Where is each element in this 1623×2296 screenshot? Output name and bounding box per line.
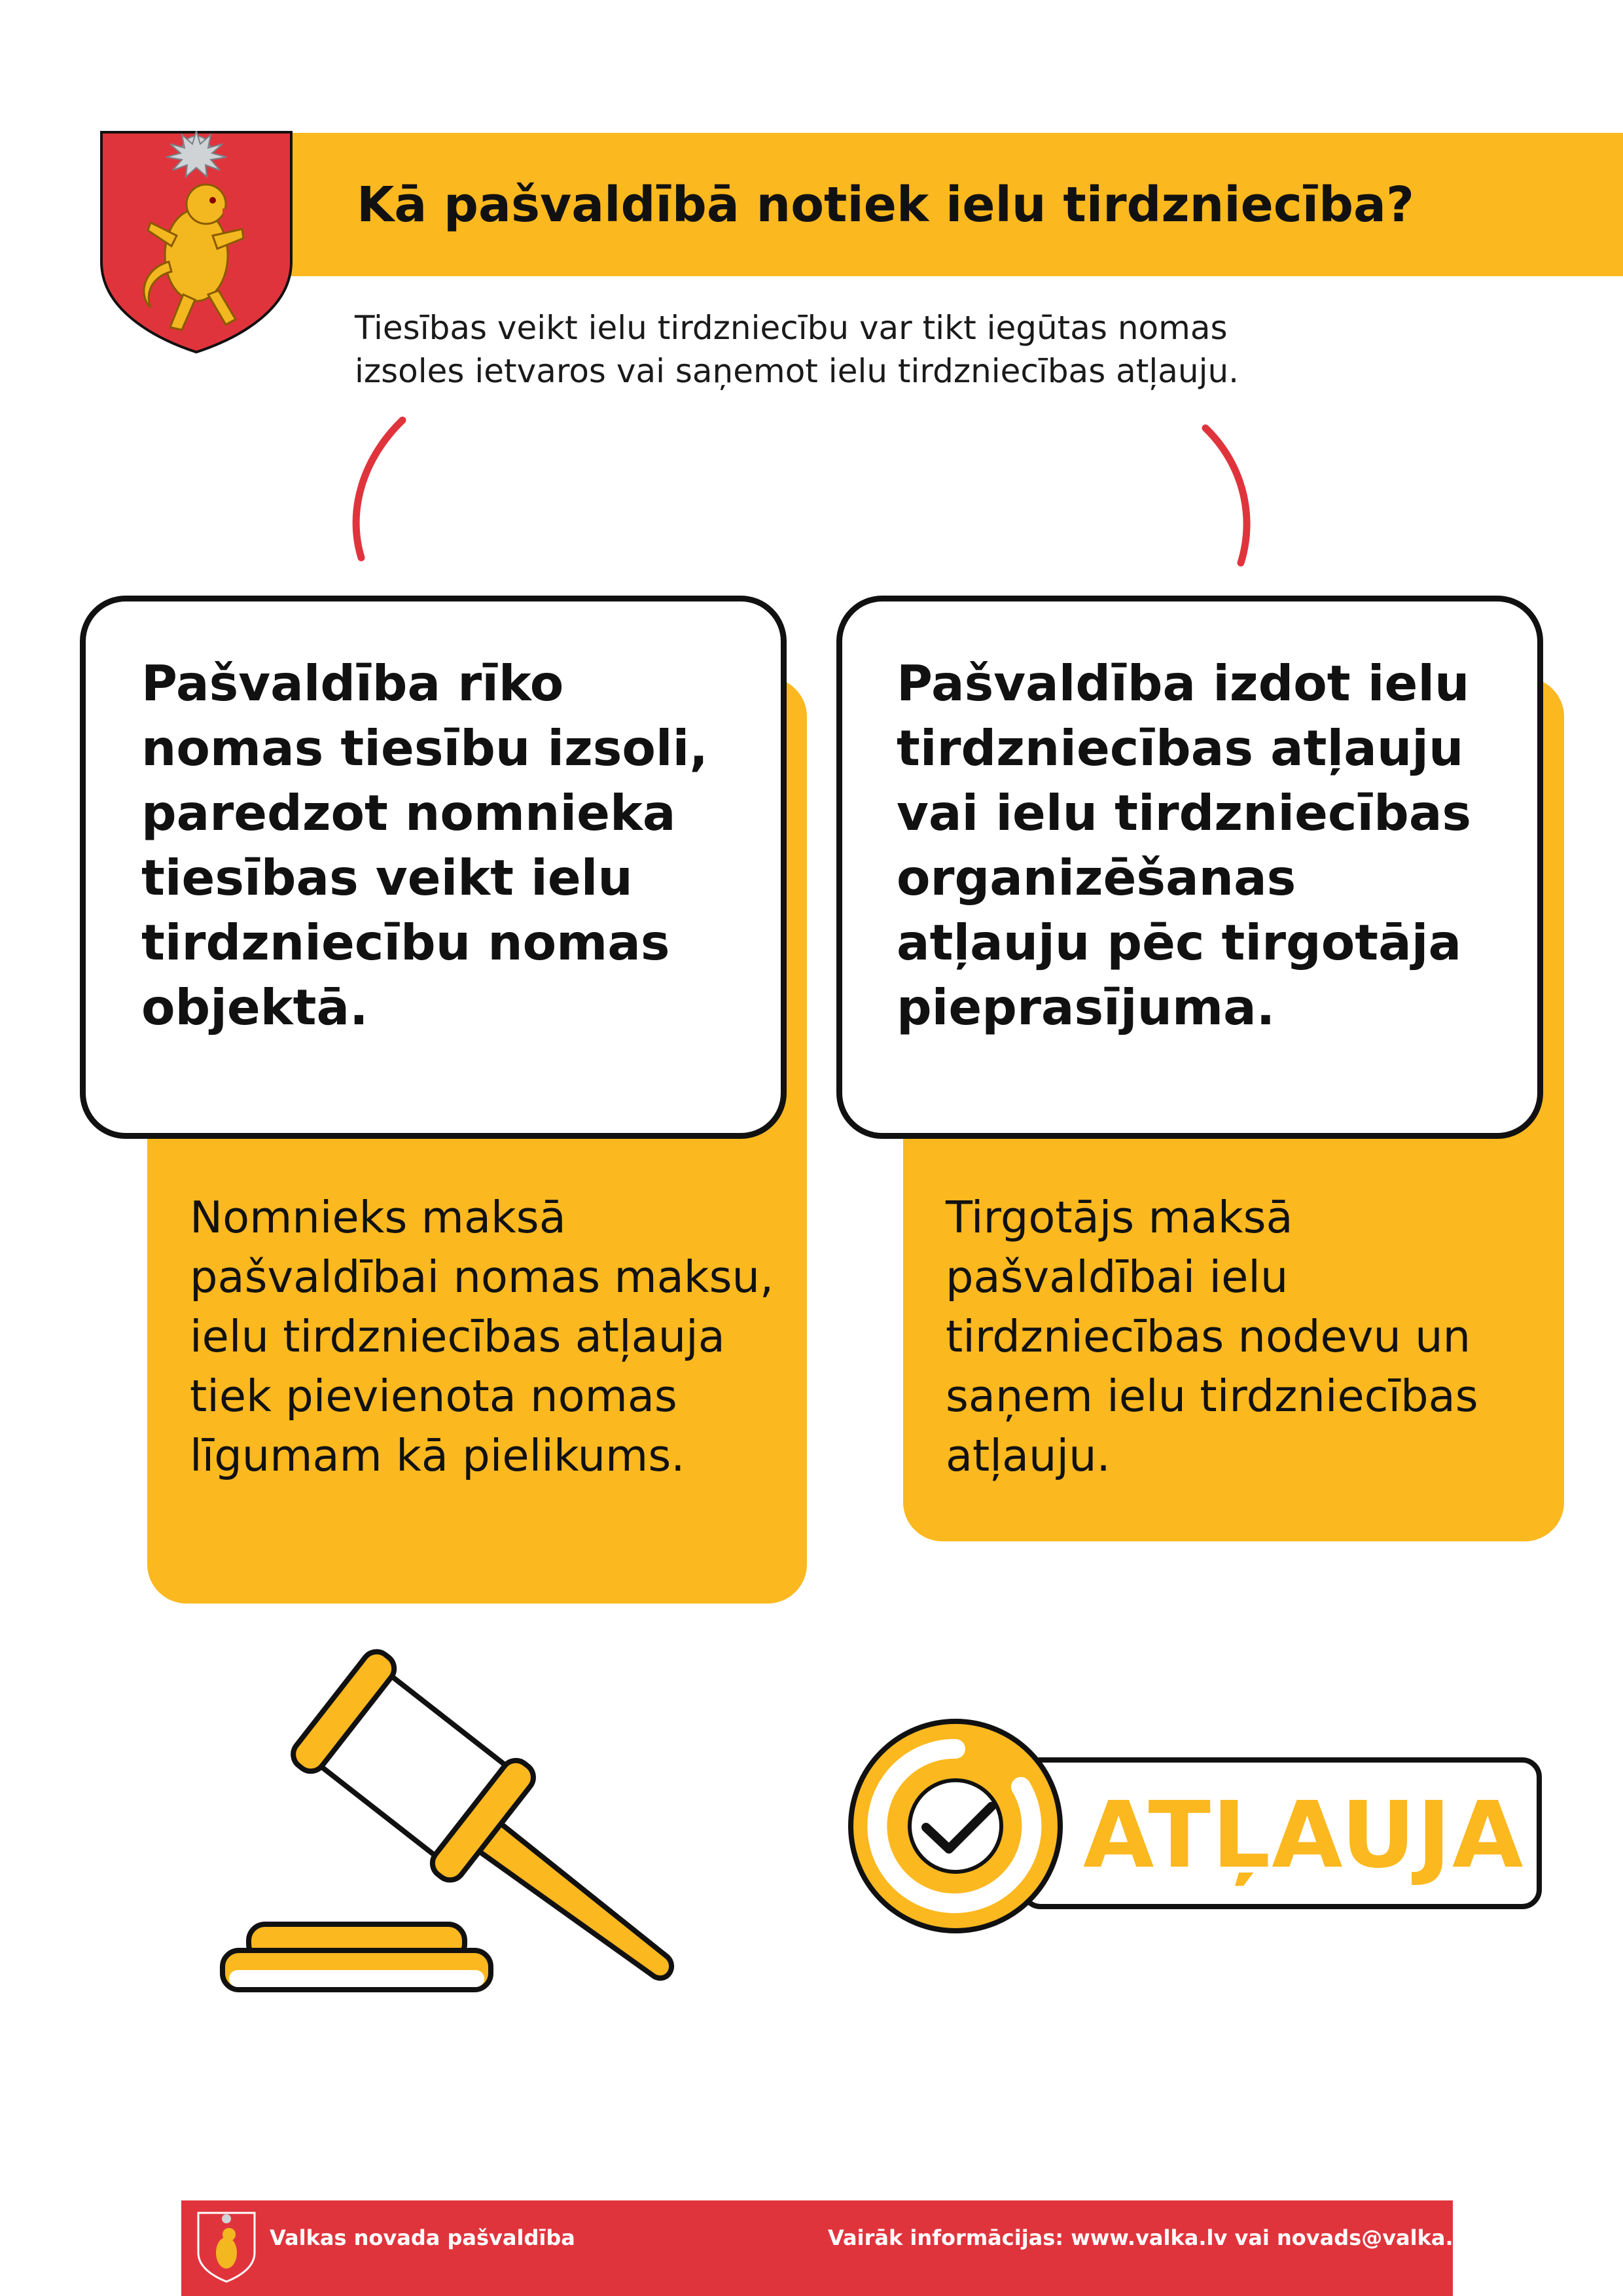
- connector-arcs: [327, 406, 1283, 576]
- footer-organization: Valkas novada pašvaldība: [270, 2225, 575, 2250]
- left-card-note: Nomnieks maksā pašvaldībai nomas maksu, ielu tirdzniecības atļauja tiek pievienota nomas līgumam kā pielikums.: [190, 1192, 774, 1481]
- footer-contact-info: Vairāk informācijas: www.valka.lv vai novads@valka.lv: [828, 2225, 1474, 2250]
- right-card-note: Tirgotājs maksā pašvaldībai ielu tirdzniecības nodevu un saņem ielu tirdzniecības atļauju.: [946, 1192, 1478, 1481]
- intro-line-1: Tiesības veikt ielu tirdzniecību var tikt iegūtas nomas: [355, 309, 1228, 347]
- permit-label: ATĻAUJA: [1083, 1782, 1525, 1889]
- footer-coat-of-arms-icon: [196, 2211, 257, 2283]
- page-title: Kā pašvaldībā notiek ielu tirdzniecība?: [357, 177, 1414, 233]
- intro-line-2: izsoles ietvaros vai saņemot ielu tirdzniecības atļauju.: [355, 352, 1240, 390]
- right-card-heading: Pašvaldība izdot ielu tirdzniecības atļauju vai ielu tirdzniecības organizēšanas atļauju pēc tirgotāja pieprasījuma.: [897, 655, 1472, 1036]
- left-card-heading: Pašvaldība rīko nomas tiesību izsoli, paredzot nomnieka tiesības veikt ielu tirdzniecību nomas objektā.: [141, 655, 708, 1036]
- intro-text: [355, 306, 1402, 393]
- coat-of-arms-icon: [98, 131, 294, 353]
- gavel-icon: [209, 1636, 694, 2003]
- check-circle-icon: [844, 1715, 1067, 1937]
